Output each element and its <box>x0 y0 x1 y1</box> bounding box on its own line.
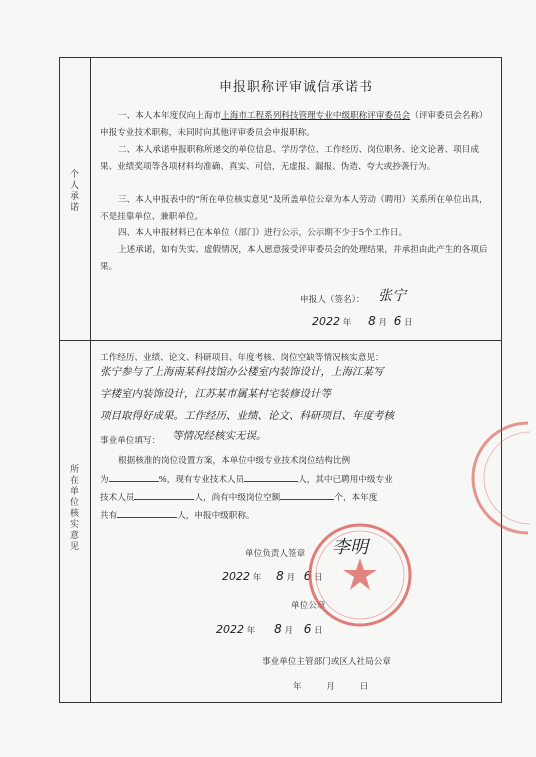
section-label-unit-verification: 所 在 单 位 核 实 意 见 <box>69 465 79 552</box>
unit-seal-label: 单位公章 <box>291 601 326 611</box>
unit-fill-label: 事业单位填写： <box>100 436 161 446</box>
unit-head-date: 2022 年 8 月 6 日 <box>222 569 323 583</box>
ratio-blank[interactable] <box>109 481 159 482</box>
unit-head-signature-label: 单位负责人签章 <box>245 549 306 559</box>
verification-handwriting-line-3: 项目取得好成果。工作经历、业绩、论文、科研项目、年度考核 <box>100 410 394 422</box>
applicants-blank[interactable] <box>117 517 177 518</box>
applicant-signature: 张宁 <box>378 288 406 304</box>
promise-paragraph-3: 三、本人申报表中的“所在单位核实意见”及所盖单位公章为本人劳动（聘用）关系所在单位出具，不是挂靠单位、兼职单位。 <box>100 195 488 222</box>
verification-intro: 工作经历、业绩、论文、科研项目、年度考核、岗位空缺等情况核实意见： <box>100 353 384 363</box>
unit-head-signature: 李明 <box>332 537 368 558</box>
promise-paragraph-5: 上述承诺，如有失实、虚假情况，本人愿意接受评审委员会的处理结果，并承担由此产生的各项后果。 <box>100 245 488 272</box>
row-divider <box>59 340 502 341</box>
promise-paragraph-2: 二、本人承诺申报职称所递交的单位信息、学历学位、工作经历、岗位职务、论文论著、项目成果、业绩奖项等各项材料均准确、真实、可信，无虚报、漏报、伪造、夸大或抄袭行为。 <box>100 145 479 172</box>
document-title: 申报职称评审诚信承诺书 <box>218 80 373 95</box>
promise-paragraph-1: 一、本人本年度仅向上海市上海市工程系列科技管理专业中级职称评审委员会（评审委员会名称）申报专业技术职称，未同时向其他评审委员会申报职称。 <box>100 111 488 138</box>
ratio-line-3: 技术人员 人，尚有中级岗位空额 个，本年度 <box>100 493 378 503</box>
vacancy-blank[interactable] <box>280 499 334 500</box>
ratio-line-2: 为 %，现有专业技术人员 人，其中已聘用中级专业 <box>100 475 393 485</box>
verification-handwriting-line-2: 字楼室内装饰设计，江苏某市属某村宅装修设计等 <box>100 388 331 400</box>
column-divider <box>90 57 91 703</box>
unit-seal-date: 2022 年 8 月 6 日 <box>216 622 323 636</box>
authority-seal-label: 事业单位主管部门或区人社局公章 <box>262 657 391 667</box>
ratio-line-4: 共有 人，申报中级职称。 <box>100 511 255 521</box>
staff-count-blank[interactable] <box>244 481 298 482</box>
verification-handwriting-line-4: 等情况经核实无误。 <box>172 430 267 442</box>
authority-seal-date: 年 月 日 <box>293 682 369 692</box>
mid-level-staff-blank[interactable] <box>134 499 194 500</box>
seam-seal-stamp <box>468 418 536 538</box>
section-label-personal-promise: 个 人 承 诺 <box>69 170 79 213</box>
applicant-signature-label: 申报人（签名）： <box>300 295 365 305</box>
committee-name: 上海市工程系列科技管理专业中级职称评审委员会 <box>221 111 411 121</box>
ratio-line-1: 根据核准的岗位设置方案，本单位中级专业技术岗位结构比例 <box>118 456 351 466</box>
unit-seal-stamp <box>305 520 415 630</box>
verification-handwriting-line-1: 张宁参与了上海南某科技馆办公楼室内装饰设计，上海江某写 <box>100 366 384 378</box>
promise-date: 2022 年 8 月 6 日 <box>312 314 413 328</box>
promise-paragraph-4: 四、本人申报材料已在本单位（部门）进行公示，公示期不少于5个工作日。 <box>118 228 408 238</box>
